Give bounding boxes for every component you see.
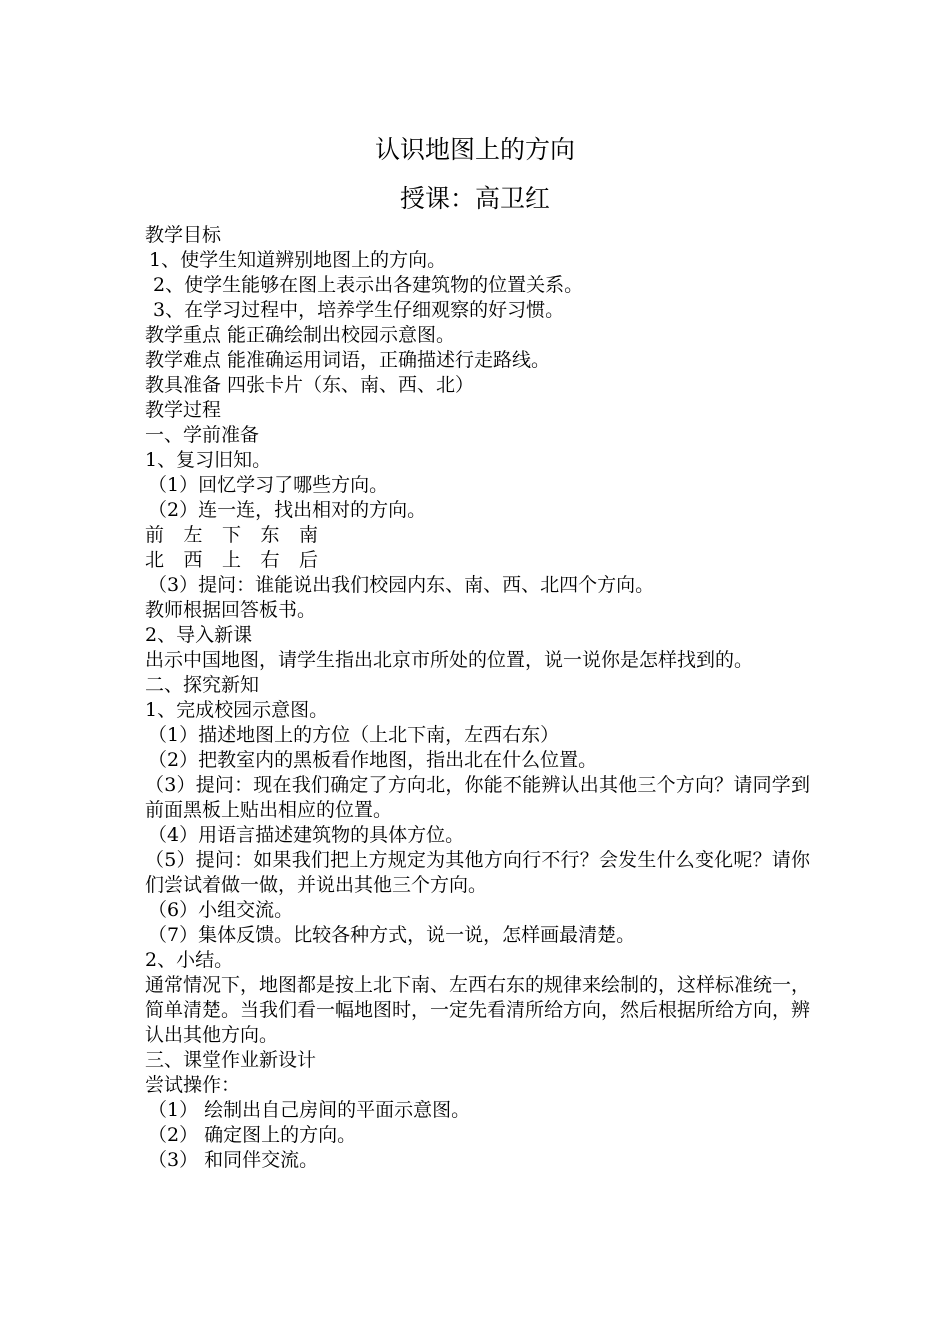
direction-word: 左 (183, 524, 203, 546)
step-item: （4）用语言描述建筑物的具体方位。 (148, 824, 465, 846)
step-text: 尝试操作： (145, 1074, 241, 1096)
step-item: （2） 确定图上的方向。 (148, 1124, 357, 1146)
step-item: （1）回忆学习了哪些方向。 (148, 474, 389, 496)
direction-word: 北 (145, 549, 165, 571)
step-item: （3） 和同伴交流。 (148, 1149, 319, 1171)
section-heading: 教学过程 (145, 399, 222, 421)
difficult-point: 教学难点 能准确运用词语，正确描述行走路线。 (145, 349, 551, 371)
step-heading: 2、小结。 (145, 949, 234, 971)
direction-word: 上 (222, 549, 242, 571)
direction-word: 下 (222, 524, 242, 546)
paragraph: 通常情况下，地图都是按上北下南、左西右东的规律来绘制的，这样标准统一，简单清楚。当我们看一幅地图时，一定先看清所给方向，然后根据所给方向，辨认出其他方向。 (145, 974, 811, 1046)
objective-item: 3、在学习过程中，培养学生仔细观察的好习惯。 (153, 299, 565, 321)
document-title: 认识地图上的方向 (374, 135, 575, 164)
section-heading: 一、学前准备 (145, 424, 260, 446)
objective-item: 1、使学生知道辨别地图上的方向。 (149, 249, 447, 271)
section-heading: 二、探究新知 (145, 674, 260, 696)
direction-word: 前 (145, 524, 165, 546)
teaching-aids: 教具准备 四张卡片（东、南、西、北） (145, 374, 475, 396)
direction-word: 南 (299, 524, 319, 546)
direction-word: 后 (299, 549, 319, 571)
document-subtitle: 授课：高卫红 (399, 184, 550, 213)
direction-row (145, 523, 810, 548)
section-heading: 教学目标 (145, 224, 222, 246)
step-item: （1） 绘制出自己房间的平面示意图。 (148, 1099, 471, 1121)
objective-item: 2、使学生能够在图上表示出各建筑物的位置关系。 (153, 274, 584, 296)
step-item: （2）连一连，找出相对的方向。 (148, 499, 427, 521)
direction-word: 西 (183, 549, 203, 571)
step-item: （6）小组交流。 (148, 899, 294, 921)
paragraph: 出示中国地图，请学生指出北京市所处的位置，说一说你是怎样找到的。 (145, 649, 754, 671)
step-item: （7）集体反馈。比较各种方式，说一说，怎样画最清楚。 (148, 924, 636, 946)
paragraph: （3）提问：现在我们确定了方向北，你能不能辨认出其他三个方向？请同学到前面黑板上贴出相应的位置。 (145, 774, 810, 821)
step-item: （3）提问：谁能说出我们校园内东、南、西、北四个方向。 (148, 574, 655, 596)
step-text: 教师根据回答板书。 (145, 599, 317, 621)
step-item: （1）描述地图上的方位（上北下南，左西右东） (148, 724, 560, 746)
section-heading: 三、课堂作业新设计 (145, 1049, 317, 1071)
step-heading: 1、完成校园示意图。 (145, 699, 329, 721)
step-heading: 1、复习旧知。 (145, 449, 272, 471)
direction-row (145, 548, 810, 573)
document-body (145, 223, 810, 1173)
paragraph: （5）提问：如果我们把上方规定为其他方向行不行？会发生什么变化呢？请你们尝试着做一做，并说出其他三个方向。 (145, 849, 810, 896)
step-heading: 2、导入新课 (145, 624, 253, 646)
key-point: 教学重点 能正确绘制出校园示意图。 (145, 324, 456, 346)
direction-word: 右 (260, 549, 280, 571)
step-item: （2）把教室内的黑板看作地图，指出北在什么位置。 (148, 749, 598, 771)
direction-word: 东 (260, 524, 280, 546)
